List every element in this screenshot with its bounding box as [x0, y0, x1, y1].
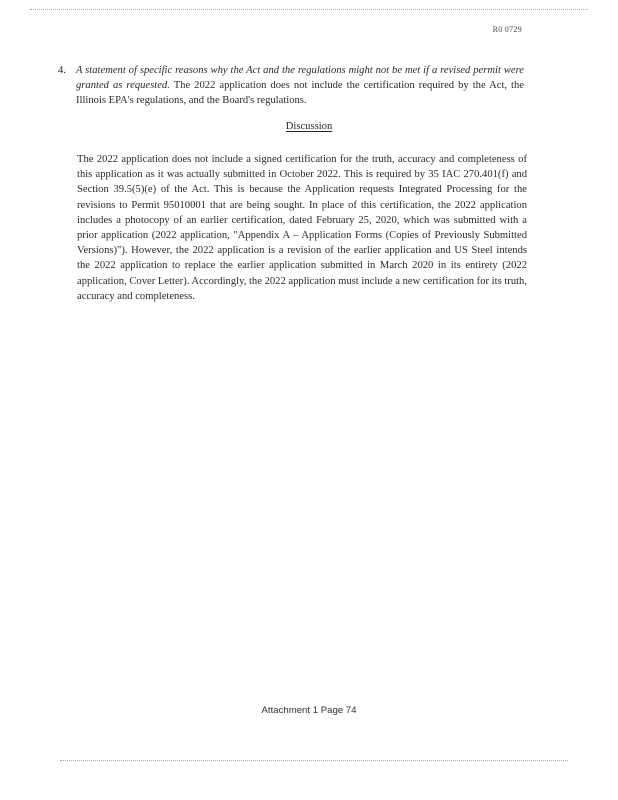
section-heading: Discussion	[285, 121, 333, 132]
item-body	[76, 64, 524, 108]
discussion-paragraph: The 2022 application does not include a signed certification for the truth, accuracy and completeness of this application as it was actually submitted in October 2022. This is required by 35 IAC 270.401(f) and Section 39.5(5)(e) of the Act. This is because the Application requests Integrated Processing for the revisions to Permit 95010001 that are being sought. In place of this certification, the 2022 application includes a photocopy of an earlier certification, dated February 25, 2020, which was submitted with a prior application (2022 application, "Appendix A – Application Forms (Copies of Previously Submitted Versions)"). However, the 2022 application is a revision of the earlier application and US Steel intends the 2022 application to replace the earlier application submitted in March 2020 in its entirety (2022 application, Cover Letter). Accordingly, the 2022 application must include a new certification for its truth, accuracy and completeness.	[77, 154, 528, 302]
page-footer: Attachment 1 Page 74	[261, 705, 357, 716]
item-text: The 2022 application does not include the certification required by the Act, the Illinois EPA's regulations, and the Board's regulations.	[76, 79, 524, 106]
document-number: R0 0729	[492, 25, 522, 34]
scan-edge-top	[30, 9, 588, 10]
numbered-item	[58, 64, 524, 108]
scan-edge-bottom	[60, 760, 568, 761]
item-number: 4.	[58, 65, 66, 76]
item-italic-lead: A statement of specific reasons why the Act and the regulations might not be met if a revised permit were granted as requested.	[76, 65, 524, 91]
